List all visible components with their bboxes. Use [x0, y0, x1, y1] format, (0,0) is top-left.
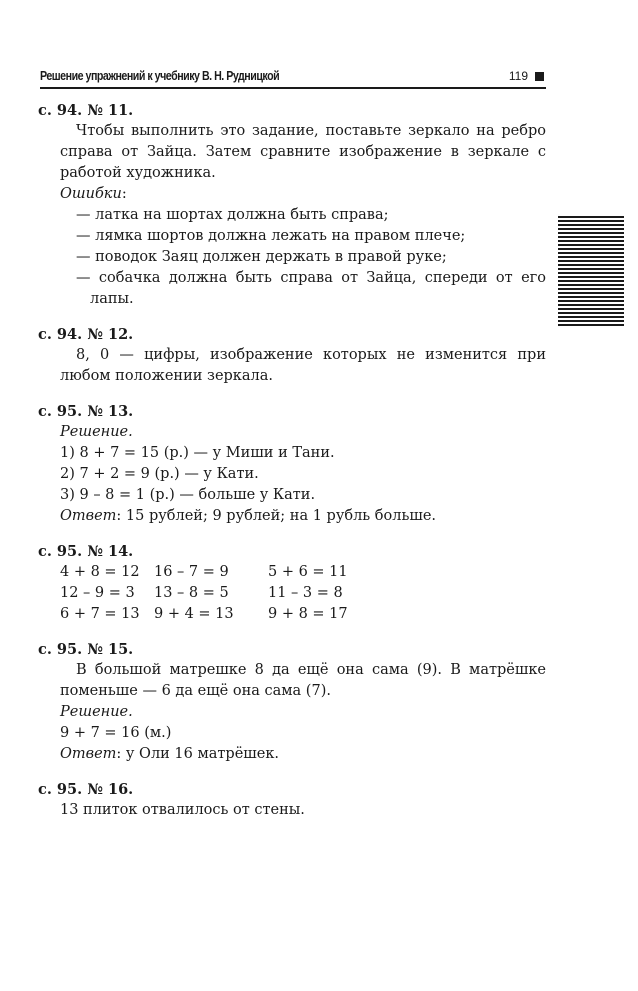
list-item: — лямка шортов должна лежать на правом плече; — [76, 228, 466, 244]
exercise-16 — [38, 779, 546, 821]
exercise-15 — [38, 639, 546, 765]
header-title: Решение упражнений к учебнику В. Н. Рудницкой — [40, 68, 280, 83]
exercise-13 — [38, 401, 546, 527]
exercise-heading: с. 94. № 11. — [38, 102, 134, 119]
answer-text: : у Оли 16 матрёшек. — [116, 746, 280, 762]
equation: 13 – 8 = 5 — [154, 585, 229, 601]
exercise-heading: с. 95. № 15. — [38, 641, 134, 658]
solution-label: Решение. — [60, 704, 133, 720]
answer-label: Ответ — [60, 746, 117, 762]
equation: 4 + 8 = 12 — [60, 564, 140, 580]
solution-line: 9 + 7 = 16 (м.) — [60, 725, 172, 741]
errors-colon: : — [121, 186, 127, 202]
equation: 5 + 6 = 11 — [268, 564, 348, 580]
answer-line — [60, 506, 546, 527]
equations-grid — [60, 562, 546, 625]
striped-side-tab — [558, 216, 624, 326]
list-item: — собачка должна быть справа от Зайца, спереди от его лапы. — [76, 270, 546, 307]
answer-line — [60, 744, 546, 765]
exercise-text: Чтобы выполнить это задание, поставьте зеркало на ребро справа от Зайца. Затем сравните изображение в зеркале с работой художника. — [60, 123, 546, 181]
solution-line: 1) 8 + 7 = 15 (р.) — у Миши и Тани. — [60, 445, 335, 461]
running-header — [40, 66, 546, 88]
square-marker-icon — [535, 72, 544, 81]
answer-label: Ответ — [60, 508, 117, 524]
exercise-11 — [38, 100, 546, 310]
answer-text: : 15 рублей; 9 рублей; на 1 рубль больше. — [116, 508, 437, 524]
exercise-heading: с. 95. № 16. — [38, 781, 134, 798]
solution-line: 3) 9 – 8 = 1 (р.) — больше у Кати. — [60, 487, 316, 503]
solution-label: Решение. — [60, 424, 133, 440]
equation: 9 + 4 = 13 — [154, 606, 234, 622]
exercise-text: В большой матрешке 8 да ещё она сама (9). В матрёшке поменьше — 6 да ещё она сама (7). — [60, 662, 546, 699]
list-item: — поводок Заяц должен держать в правой руке; — [76, 249, 447, 265]
exercise-text: 8, 0 — цифры, изображение которых не изменится при любом положении зеркала. — [60, 347, 546, 384]
exercise-heading: с. 95. № 14. — [38, 543, 134, 560]
solution-line: 13 плиток отвалилось от стены. — [60, 802, 305, 818]
exercise-heading: с. 95. № 13. — [38, 403, 134, 420]
page-content — [38, 100, 546, 835]
list-item: — латка на шортах должна быть справа; — [76, 207, 389, 223]
header-rule — [40, 87, 546, 89]
equation: 16 – 7 = 9 — [154, 564, 229, 580]
errors-list — [60, 205, 546, 310]
equation: 6 + 7 = 13 — [60, 606, 140, 622]
errors-label: Ошибки — [60, 186, 122, 202]
errors-label-line — [60, 184, 546, 205]
solution-line: 2) 7 + 2 = 9 (р.) — у Кати. — [60, 466, 259, 482]
exercise-12 — [38, 324, 546, 387]
equation: 12 – 9 = 3 — [60, 585, 135, 601]
exercise-heading: с. 94. № 12. — [38, 326, 134, 343]
exercise-14 — [38, 541, 546, 625]
equation: 9 + 8 = 17 — [268, 606, 348, 622]
equation: 11 – 3 = 8 — [268, 585, 343, 601]
page-number: 119 — [508, 69, 528, 83]
